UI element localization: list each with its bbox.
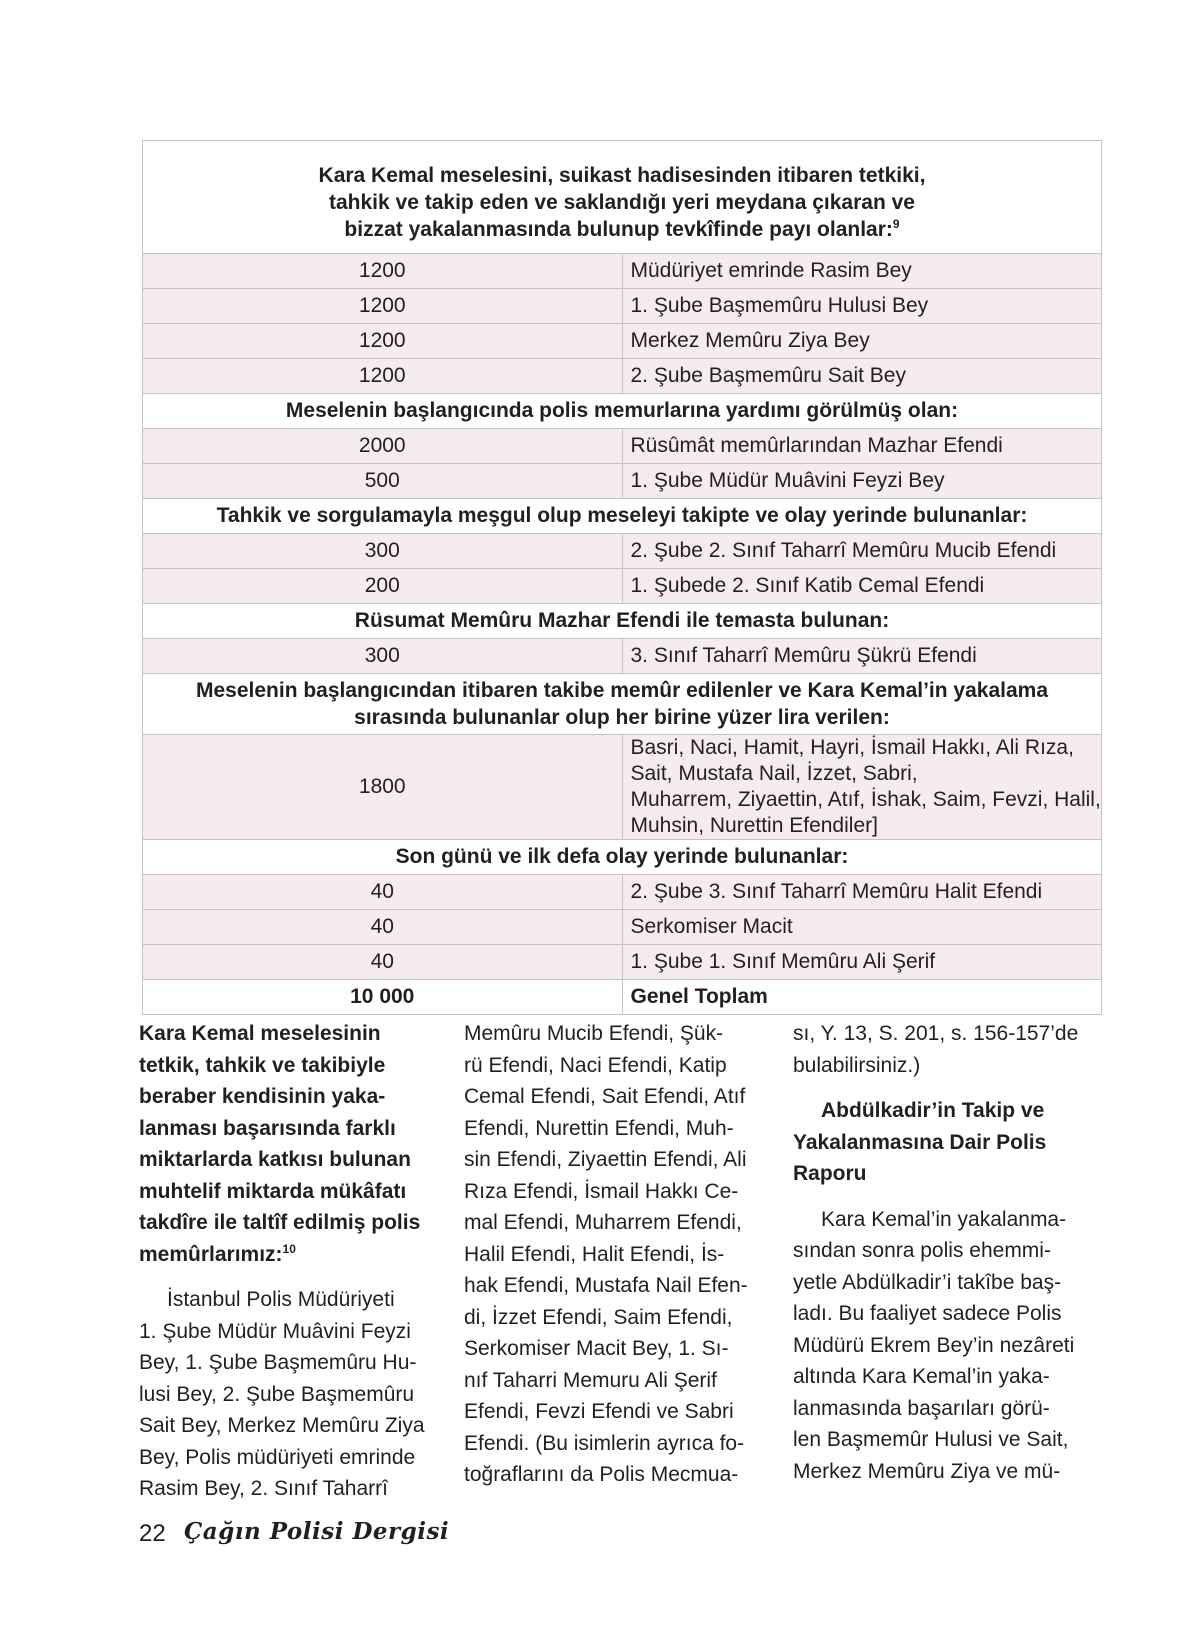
name-cell: Merkez Memûru Ziya Bey [622, 324, 1102, 359]
footnote-ref: 10 [282, 1241, 296, 1256]
text-line: Efendi. (Bu isimlerin ayrıca fo- [464, 1431, 745, 1455]
amount-cell: 2000 [143, 429, 623, 464]
table-row [143, 945, 1102, 980]
name-line: Muharrem, Ziyaettin, Atıf, İshak, Saim, Fevzi, Halil, Muhsin, Nurettin Efendiler] [630, 788, 1101, 837]
column-heading [139, 1018, 439, 1270]
text-line: Rasim Bey, 2. Sınıf Taharrî [139, 1477, 388, 1500]
text-line: nıf Taharri Memuru Ali Şerif [464, 1368, 717, 1392]
text-line: sı, Y. 13, S. 201, s. 156-157’de [793, 1022, 1079, 1045]
table-row [143, 464, 1102, 499]
total-label: Genel Toplam [622, 980, 1102, 1015]
name-cell: Müdüriyet emrinde Rasim Bey [622, 254, 1102, 289]
name-cell: 1. Şube Başmemûru Hulusi Bey [622, 289, 1102, 324]
body-paragraph [464, 1018, 764, 1491]
group-header-line: sırasında bulunanlar olup her birine yüzer lira verilen: [354, 706, 890, 729]
text-line: Serkomiser Macit Bey, 1. Sı- [464, 1337, 729, 1360]
heading-line: tetkik, tahkik ve takibiyle [139, 1053, 386, 1077]
table-row [143, 254, 1102, 289]
text-column-3 [793, 1018, 1103, 1487]
text-line: len Başmemûr Hulusi ve Sait, [793, 1428, 1069, 1451]
heading-line: Kara Kemal meselesinin [139, 1022, 381, 1045]
heading-line: Raporu [793, 1162, 867, 1185]
table-row [143, 639, 1102, 674]
text-line: İstanbul Polis Müdüriyeti [167, 1288, 395, 1311]
group-header: Tahkik ve sorgulamayla meşgul olup meseleyi takipte ve olay yerinde bulunanlar: [143, 499, 1102, 534]
table-main-header-line: bizzat yakalanmasında bulunup tevkîfinde payı olanlar: [344, 217, 893, 241]
text-line: toğraflarını da Polis Mecmua- [464, 1463, 739, 1486]
amount-cell: 1200 [143, 359, 623, 394]
name-cell: Rüsûmât memûrlarından Mazhar Efendi [622, 429, 1102, 464]
table-main-header-line: tahkik ve takip eden ve saklandığı yeri meydana çıkaran ve [329, 190, 915, 214]
amount-cell: 500 [143, 464, 623, 499]
table-row [143, 289, 1102, 324]
total-row [143, 980, 1102, 1015]
text-line: Efendi, Nurettin Efendi, Muh- [464, 1116, 734, 1140]
page-number: 22 [139, 1520, 166, 1547]
name-cell: 3. Sınıf Taharrî Memûru Şükrü Efendi [622, 639, 1102, 674]
group-header: Meselenin başlangıcında polis memurlarına yardımı görülmüş olan: [143, 394, 1102, 429]
table-row [143, 875, 1102, 910]
table-main-header [143, 141, 1102, 254]
table-main-header-line: Kara Kemal meselesini, suikast hadisesinden itibaren tetkiki, [318, 163, 926, 187]
text-line: mal Efendi, Muharrem Efendi, [464, 1211, 742, 1234]
text-line: Kara Kemal’in yakalanma- [821, 1207, 1067, 1231]
heading-line: beraber kendisinin yaka- [139, 1085, 386, 1108]
table-row [143, 534, 1102, 569]
text-line: Bey, Polis müdüriyeti emrinde [139, 1445, 416, 1469]
amount-cell: 40 [143, 875, 623, 910]
amount-cell: 300 [143, 639, 623, 674]
amount-cell: 1200 [143, 289, 623, 324]
amount-cell: 1200 [143, 254, 623, 289]
group-header: Rüsumat Memûru Mazhar Efendi ile temasta bulunan: [143, 604, 1102, 639]
amount-cell: 40 [143, 945, 623, 980]
text-line: Efendi, Fevzi Efendi ve Sabri [464, 1400, 734, 1423]
name-cell [622, 735, 1102, 840]
group-header [143, 674, 1102, 735]
body-paragraph [793, 1204, 1103, 1488]
text-line: hak Efendi, Mustafa Nail Efen- [464, 1274, 748, 1297]
text-line: Memûru Mucib Efendi, Şük- [464, 1022, 724, 1045]
group-header-line: Meselenin başlangıcından itibaren takibe memûr edilenler ve Kara Kemal’in yakalama [195, 679, 1048, 702]
amount-cell: 40 [143, 910, 623, 945]
text-line: Sait Bey, Merkez Memûru Ziya [139, 1414, 425, 1437]
name-cell: 2. Şube Başmemûru Sait Bey [622, 359, 1102, 394]
text-line: bulabilirsiniz.) [793, 1053, 921, 1077]
text-line: di, İzzet Efendi, Saim Efendi, [464, 1305, 733, 1329]
text-line: ladı. Bu faaliyet sadece Polis [793, 1302, 1062, 1325]
group-header: Son günü ve ilk defa olay yerinde bulunanlar: [143, 840, 1102, 875]
name-cell: 2. Şube 2. Sınıf Taharrî Memûru Mucib Efendi [622, 534, 1102, 569]
heading-line: muhtelif miktarda mükâfatı [139, 1179, 407, 1203]
text-line: rü Efendi, Naci Efendi, Katip [464, 1053, 727, 1077]
heading-line: Yakalanmasına Dair Polis [793, 1130, 1047, 1154]
text-line: lanmasında başarıları görü- [793, 1396, 1050, 1420]
text-line: lusi Bey, 2. Şube Başmemûru [139, 1382, 415, 1406]
text-line: Halil Efendi, Halit Efendi, İs- [464, 1242, 725, 1266]
total-amount: 10 000 [143, 980, 623, 1015]
text-column-2 [464, 1018, 764, 1491]
table-row [143, 569, 1102, 604]
body-paragraph [793, 1018, 1103, 1081]
name-cell: 1. Şube 1. Sınıf Memûru Ali Şerif [622, 945, 1102, 980]
name-line: Basri, Naci, Hamit, Hayri, İsmail Hakkı, Ali Rıza, Sait, Mustafa Nail, İzzet, Sabri, [630, 736, 1074, 785]
amount-cell: 300 [143, 534, 623, 569]
heading-line: miktarlarda katkısı bulunan [139, 1148, 411, 1171]
table-row [143, 324, 1102, 359]
table-row [143, 429, 1102, 464]
text-line: sından sonra polis ehemmi- [793, 1239, 1051, 1262]
name-cell: 1. Şube Müdür Muâvini Feyzi Bey [622, 464, 1102, 499]
table-row [143, 735, 1102, 840]
magazine-title: Çağın Polisi Dergisi [184, 1518, 450, 1545]
heading-line: memûrlarımız: [139, 1242, 283, 1266]
reward-table [142, 140, 1102, 1015]
text-line: Cemal Efendi, Sait Efendi, Atıf [464, 1085, 746, 1108]
text-column-1 [139, 1018, 439, 1505]
amount-cell: 1800 [143, 735, 623, 840]
text-line: 1. Şube Müdür Muâvini Feyzi [139, 1319, 411, 1343]
text-line: sin Efendi, Ziyaettin Efendi, Ali [464, 1148, 747, 1171]
amount-cell: 1200 [143, 324, 623, 359]
text-line: yetle Abdülkadir’i takîbe baş- [793, 1270, 1062, 1294]
text-line: Bey, 1. Şube Başmemûru Hu- [139, 1351, 417, 1374]
section-heading [793, 1095, 1103, 1190]
heading-line: lanması başarısında farklı [139, 1116, 396, 1140]
amount-cell: 200 [143, 569, 623, 604]
heading-line: takdîre ile taltîf edilmiş polis [139, 1211, 421, 1234]
text-line: altında Kara Kemal’in yaka- [793, 1365, 1050, 1388]
name-cell: 2. Şube 3. Sınıf Taharrî Memûru Halit Efendi [622, 875, 1102, 910]
text-line: Merkez Memûru Ziya ve mü- [793, 1459, 1061, 1483]
name-cell: 1. Şubede 2. Sınıf Katib Cemal Efendi [622, 569, 1102, 604]
table-row [143, 910, 1102, 945]
heading-line: Abdülkadir’in Takip ve [821, 1099, 1045, 1122]
body-paragraph [139, 1284, 439, 1505]
text-line: Müdürü Ekrem Bey’in nezâreti [793, 1333, 1075, 1357]
text-line: Rıza Efendi, İsmail Hakkı Ce- [464, 1179, 739, 1203]
footnote-ref: 9 [892, 216, 900, 231]
name-cell: Serkomiser Macit [622, 910, 1102, 945]
table-row [143, 359, 1102, 394]
